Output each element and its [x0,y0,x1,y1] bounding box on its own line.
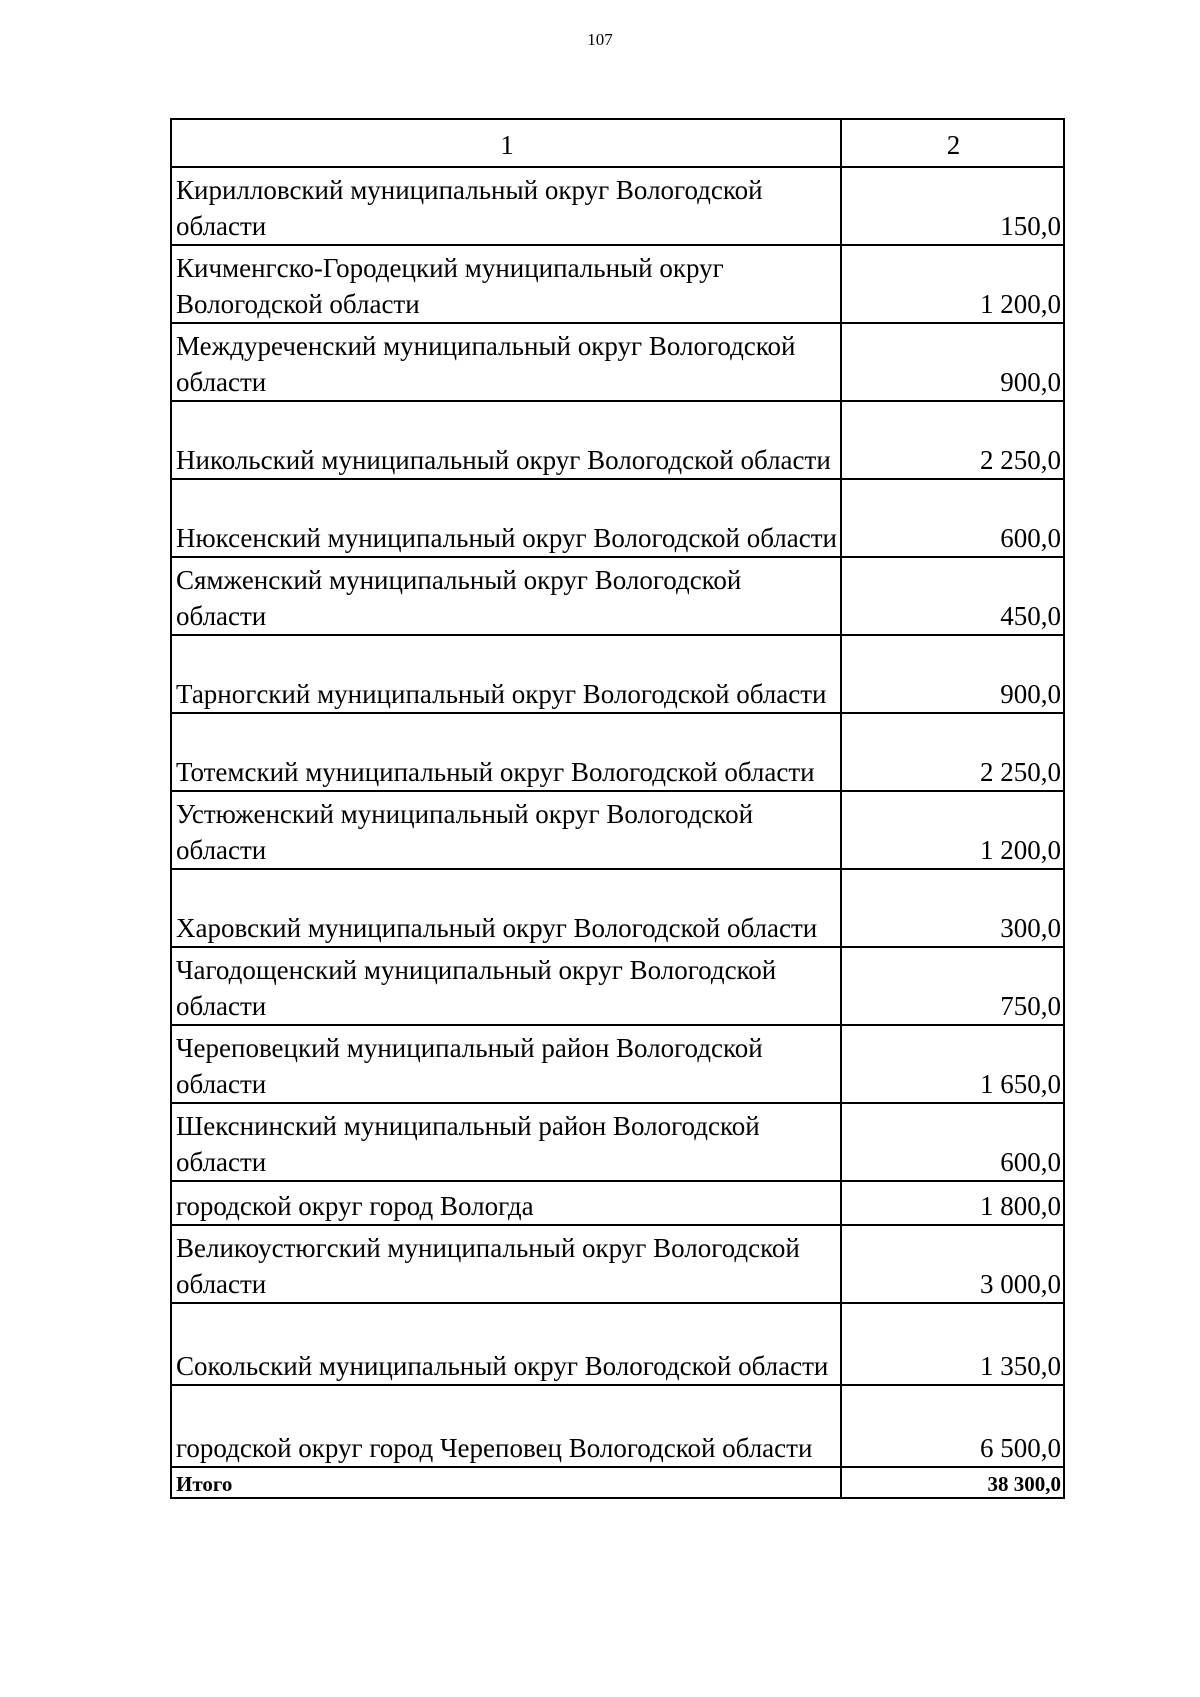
allocation-value: 1 200,0 [841,791,1064,869]
table-row [171,1181,1064,1225]
allocation-value: 6 500,0 [841,1385,1064,1467]
table-row [171,1225,1064,1303]
allocation-table [170,118,1065,1499]
municipality-name: Нюксенский муниципальный округ Вологодской области [171,479,841,557]
table-row [171,713,1064,791]
municipality-name: Шекснинский муниципальный район Вологодской области [171,1103,841,1181]
allocation-value: 3 000,0 [841,1225,1064,1303]
municipality-name: Тотемский муниципальный округ Вологодской области [171,713,841,791]
municipality-name: Чагодощенский муниципальный округ Вологодской области [171,947,841,1025]
allocation-value: 750,0 [841,947,1064,1025]
municipality-name: городской округ город Вологда [171,1181,841,1225]
municipality-name: Кичменгско-Городецкий муниципальный округ Вологодской области [171,245,841,323]
allocation-value: 150,0 [841,167,1064,245]
table-row [171,1025,1064,1103]
total-label: Итого [171,1467,841,1498]
table-row [171,635,1064,713]
municipality-name: Сямженский муниципальный округ Вологодской области [171,557,841,635]
allocation-value: 300,0 [841,869,1064,947]
allocation-value: 600,0 [841,479,1064,557]
table-row [171,245,1064,323]
allocation-value: 900,0 [841,323,1064,401]
municipality-name: городской округ город Череповец Вологодской области [171,1385,841,1467]
column-header-2: 2 [841,119,1064,167]
allocation-value: 1 650,0 [841,1025,1064,1103]
allocation-value: 2 250,0 [841,401,1064,479]
allocation-value: 450,0 [841,557,1064,635]
allocation-value: 1 350,0 [841,1303,1064,1385]
total-row [171,1467,1064,1498]
municipality-name: Череповецкий муниципальный район Вологодской области [171,1025,841,1103]
table-row [171,947,1064,1025]
allocation-value: 2 250,0 [841,713,1064,791]
page-number: 107 [587,30,613,49]
table-row [171,791,1064,869]
municipality-name: Никольский муниципальный округ Вологодской области [171,401,841,479]
table-row [171,557,1064,635]
municipality-name: Тарногский муниципальный округ Вологодской области [171,635,841,713]
table-row [171,869,1064,947]
allocation-value: 900,0 [841,635,1064,713]
allocation-value: 1 200,0 [841,245,1064,323]
total-value: 38 300,0 [841,1467,1064,1498]
table-row [171,1103,1064,1181]
table-row [171,401,1064,479]
municipality-name: Кирилловский муниципальный округ Вологодской области [171,167,841,245]
municipality-name: Великоустюгский муниципальный округ Вологодской области [171,1225,841,1303]
allocation-value: 1 800,0 [841,1181,1064,1225]
table-row [171,1303,1064,1385]
column-header-1: 1 [171,119,841,167]
municipality-name: Сокольский муниципальный округ Вологодской области [171,1303,841,1385]
allocation-value: 600,0 [841,1103,1064,1181]
table-row [171,1385,1064,1467]
municipality-name: Харовский муниципальный округ Вологодской области [171,869,841,947]
municipality-name: Междуреченский муниципальный округ Вологодской области [171,323,841,401]
table-header-row [171,119,1064,167]
table-row [171,479,1064,557]
municipality-name: Устюженский муниципальный округ Вологодской области [171,791,841,869]
table-row [171,323,1064,401]
table-row [171,167,1064,245]
